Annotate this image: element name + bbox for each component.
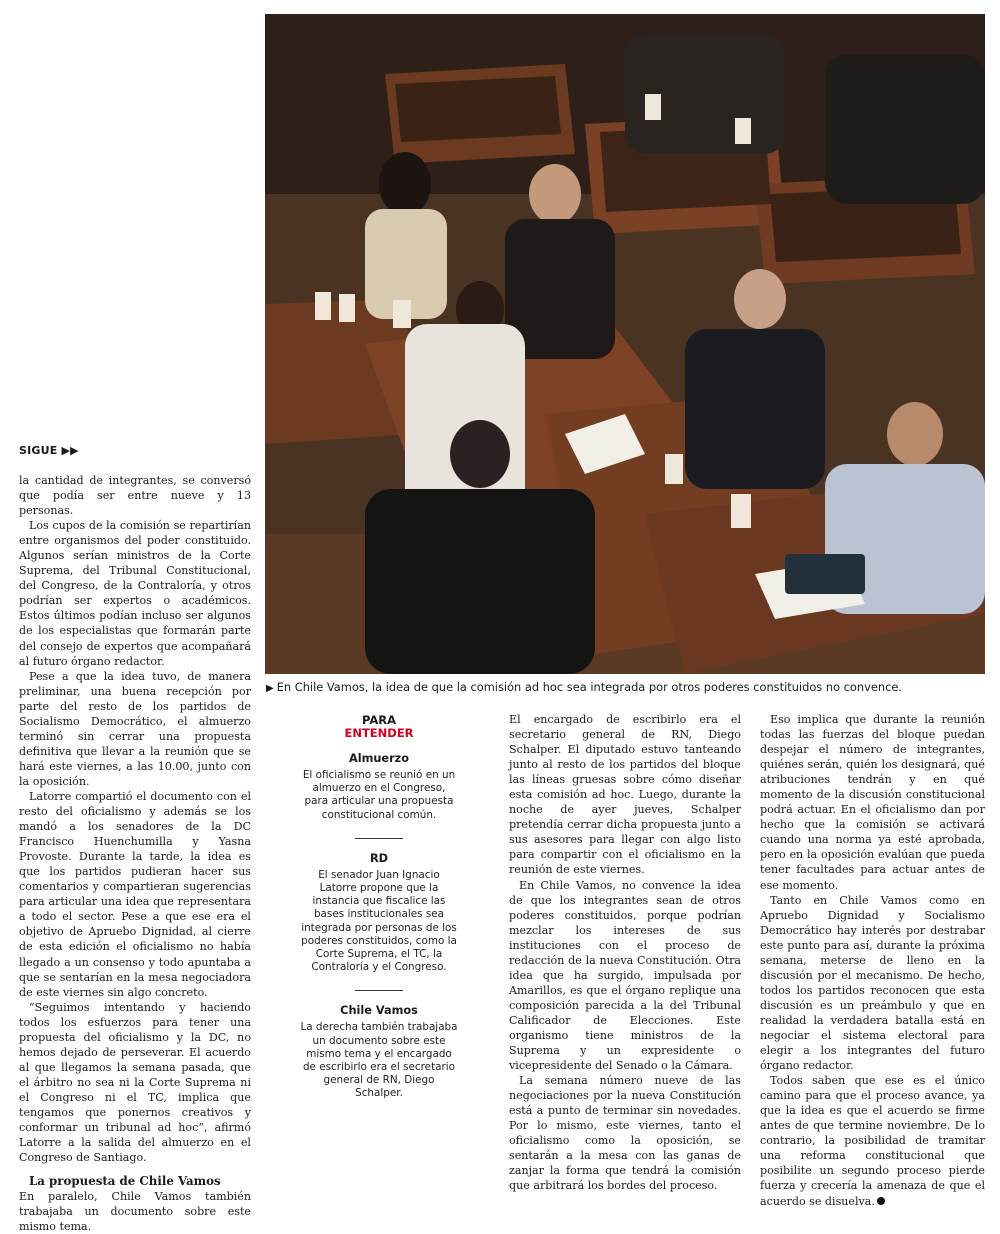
paragraph: En paralelo, Chile Vamos también trabajaba un documento sobre este mismo tema. — [19, 1190, 251, 1234]
sidebar-title: PARA — [361, 713, 397, 727]
sidebar-title-accent: ENTENDER — [344, 726, 414, 740]
paragraph — [760, 1073, 985, 1208]
end-mark-icon — [877, 1197, 885, 1205]
continued-label: SIGUE ▶▶ — [19, 444, 79, 457]
divider — [355, 838, 403, 839]
paragraph: La semana número nueve de las negociaciones por la nueva Constitución está a punto de terminar sin novedades. Por lo mismo, este viernes, tanto el oficialismo como la oposición, se sentarán a la mesa con las ganas de zanjar la forma que tendrá la comisión que arbitrará los bordes del proceso. — [509, 1074, 741, 1193]
section-subhead: La propuesta de Chile Vamos — [29, 1174, 221, 1189]
paragraph-text: Todos saben que ese es el único camino para que el proceso avance, ya que la idea es que el acuerdo se firme antes de que termine noviembre. De lo contrario, la posibilidad de tramitar una reforma constitucional que posibilite un segundo proceso pierde fuerza y crecería la amenaza de que el acuerdo se disuelva. — [760, 1074, 985, 1208]
paragraph: El encargado de escribirlo era el secretario general de RN, Diego Schalper. El diputado estuvo tanteando junto al resto de los partidos del bloque las líneas gruesas sobre cómo diseñar esta comisión ad hoc. Luego, durante la noche de ayer jueves, Schalper pretendía cerrar dicha propuesta junto a sus asesores para llegar con algo listo para compartir con el oficialismo en la reunión de este viernes. — [509, 713, 741, 877]
sidebar-item-head: RD — [369, 851, 389, 865]
sidebar-item-head: Almuerzo — [349, 752, 409, 765]
parliament-photo-icon — [265, 14, 985, 674]
article-column-1 — [19, 473, 251, 1234]
caption-text: En Chile Vamos, la idea de que la comisión ad hoc sea integrada por otros poderes constituidos no convence. — [276, 680, 902, 694]
sidebar-item-text: El oficialismo se reunió en un almuerzo en el Congreso, para articular una propuesta constitucional común. — [302, 769, 456, 821]
paragraph: “Seguimos intentando y haciendo todos los esfuerzos para tener una propuesta del oficialismo y la DC, no hemos dejado de perseverar. El acuerdo al que llegamos la semana pasada, que el árbitro no sea ni la Corte Suprema ni el Congreso ni el TC, implica que tengamos que ponernos creativos y conformar un tribunal ad hoc”, afirmó Latorre a la salida del almuerzo en el Congreso de Santiago. — [19, 1000, 251, 1165]
paragraph: Tanto en Chile Vamos como en Apruebo Dignidad y Socialismo Democrático hay interés por destrabar este punto para así, durante la próxima semana, meterse de lleno en la discusión por el mecanismo. De hecho, todos los partidos reconocen que esta discusión es un preámbulo y que en realidad la verdadera batalla está en negociar el sistema electoral para elegir a los integrantes del futuro órgano redactor. — [760, 893, 985, 1073]
sidebar-item-text: La derecha también trabajaba un documento sobre este mismo tema y el encargado de escribirlo era el secretario general de RN, Diego Schalper. — [300, 1021, 458, 1100]
divider — [355, 990, 403, 991]
paragraph: En Chile Vamos, no convence la idea de que los integrantes sean de otros poderes constituidos, porque podrían mezclar los intereses de sus instituciones con el proceso de redacción de la nueva Constitución. Otra idea que ha surgido, impulsada por Amarillos, es que el órgano replique una composición parecida a la del Tribunal Calificador de Elecciones. Este organismo tiene ministros de la Suprema y un expresidente o vicepresidente del Senado o la Cámara. — [509, 878, 741, 1073]
paragraph: Los cupos de la comisión se repartirían entre organismos del poder constituido. Algunos serían ministros de la Corte Suprema, del Tribunal Constitucional, del Congreso, de la Contraloría, y otros podrían ser expertos o académicos. Estos últimos podían incluso ser algunos de los especialistas que formarán parte del consejo de expertos que acompañará al futuro órgano redactor. — [19, 519, 251, 668]
photo-caption — [266, 680, 986, 694]
article-column-4 — [760, 712, 985, 1209]
sidebar-item-text: El senador Juan Ignacio Latorre propone que la instancia que fiscalice las bases institucionales sea integrada por personas de los poderes constituidos, como la Corte Suprema, el TC, la Contraloría y el Congreso. — [301, 868, 457, 974]
paragraph: la cantidad de integrantes, se conversó que podía ser entre nueve y 13 personas. — [19, 474, 251, 518]
paragraph: Pese a que la idea tuvo, de manera preliminar, una buena recepción por parte del resto de los partidos de Socialismo Democrático, el almuerzo terminó sin cerrar una propuesta definitiva que llevar a la reunión que se hará este viernes, a las 10.00, junto con la oposición. — [19, 669, 251, 788]
paragraph: Eso implica que durante la reunión todas las fuerzas del bloque puedan despejar el número de integrantes, quiénes serán, quién los designará, qué atribuciones tendrán y en qué momento de la discusión constitucional podrá actuar. En el oficialismo dan por hecho que la comisión se activará cuando una norma ya esté aprobada, pero en la oposición evalúan que pueda tener facultades para actuar antes de ese momento. — [760, 713, 985, 892]
sidebar-item-head: Chile Vamos — [340, 1004, 418, 1018]
paragraph: Latorre compartió el documento con el resto del oficialismo y además se los mandó a los senadores de la DC Francisco Huenchumilla y Yasna Provoste. Durante la tarde, la idea es que los partidos pudieran hacer sus comentarios y compartieran sugerencias para articular una idea que representara a todo el sector. Pese a que ese era el objetivo de Apruebo Dignidad, al cierre de esta edición el oficialismo no había llegado a un consenso y todo apuntaba a que se sentarían en la mesa negociadora de este viernes sin algo concreto. — [19, 789, 251, 999]
caption-marker-icon: ▶ — [266, 683, 274, 694]
article-photo — [265, 14, 985, 674]
article-column-3 — [509, 712, 741, 1194]
para-entender-box — [300, 714, 458, 1101]
